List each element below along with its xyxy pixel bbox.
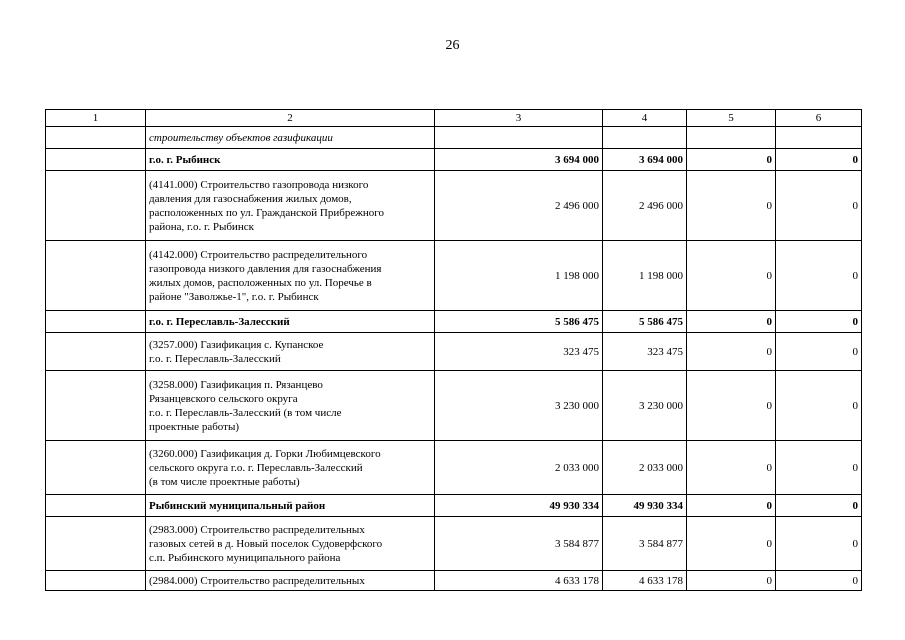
cell-col6: 0 [776,333,862,371]
cell-col6 [776,127,862,149]
cell-col4: 5 586 475 [603,311,687,333]
table-row [46,517,862,571]
cell-col3: 49 930 334 [435,495,603,517]
cell-col3 [435,127,603,149]
cell-col4: 323 475 [603,333,687,371]
cell-col5: 0 [687,441,776,495]
page-number: 26 [445,38,460,53]
cell-col5: 0 [687,571,776,591]
cell-col6: 0 [776,495,862,517]
cell-col4 [603,127,687,149]
cell-col5: 0 [687,149,776,171]
column-header: 4 [603,110,687,127]
cell-name [146,441,435,495]
cell-name [146,371,435,441]
row-name: (3260.000) Газификация д. Горки Любимцевского сельского округа г.о. г. Переславль-Залесский (в том числе проектные работы) [149,447,381,488]
cell-col6: 0 [776,571,862,591]
row-name: г.о. г. Рыбинск [149,153,221,166]
cell-col5: 0 [687,333,776,371]
cell-code [46,127,146,149]
cell-name [146,127,435,149]
cell-col3: 2 033 000 [435,441,603,495]
row-name: Рыбинский муниципальный район [149,499,326,512]
cell-col5 [687,127,776,149]
cell-col4: 1 198 000 [603,241,687,311]
table-row [46,371,862,441]
cell-code [46,441,146,495]
cell-code [46,333,146,371]
cell-name [146,311,435,333]
cell-col6: 0 [776,441,862,495]
cell-name [146,171,435,241]
column-header: 5 [687,110,776,127]
table-row [46,241,862,311]
cell-col5: 0 [687,371,776,441]
cell-col3: 4 633 178 [435,571,603,591]
row-name: г.о. г. Переславль-Залесский [149,315,290,328]
cell-col6: 0 [776,517,862,571]
row-name: (4141.000) Строительство газопровода низкого давления для газоснабжения жилых домов, расположенных по ул. Гражданской Прибрежного района, г.о. г. Рыбинск [149,178,384,233]
cell-col4: 49 930 334 [603,495,687,517]
cell-code [46,171,146,241]
cell-name [146,517,435,571]
cell-name [146,495,435,517]
cell-col3: 323 475 [435,333,603,371]
cell-col5: 0 [687,171,776,241]
cell-col6: 0 [776,371,862,441]
cell-code [46,241,146,311]
cell-name [146,241,435,311]
cell-name [146,149,435,171]
table-row [46,571,862,591]
cell-name [146,571,435,591]
cell-col6: 0 [776,171,862,241]
cell-col3: 5 586 475 [435,311,603,333]
cell-col5: 0 [687,495,776,517]
cell-col5: 0 [687,311,776,333]
row-name: (3257.000) Газификация с. Купанское г.о. г. Переславль-Залесский [149,338,324,365]
cell-col4: 3 584 877 [603,517,687,571]
cell-name [146,333,435,371]
cell-col6: 0 [776,149,862,171]
row-name: (2983.000) Строительство распределительных газовых сетей в д. Новый поселок Судоверфского с.п. Рыбинского муниципального района [149,523,383,564]
cell-code [46,311,146,333]
table-row [46,311,862,333]
cell-col4: 3 230 000 [603,371,687,441]
column-header: 2 [146,110,435,127]
cell-code [46,495,146,517]
cell-col3: 1 198 000 [435,241,603,311]
budget-table [45,109,862,591]
table-row [46,127,862,149]
cell-col3: 2 496 000 [435,171,603,241]
cell-col4: 4 633 178 [603,571,687,591]
row-name: (2984.000) Строительство распределительных [149,574,365,587]
cell-col3: 3 694 000 [435,149,603,171]
cell-col5: 0 [687,517,776,571]
cell-col5: 0 [687,241,776,311]
cell-col6: 0 [776,311,862,333]
table-row [46,149,862,171]
table-row [46,495,862,517]
column-header: 3 [435,110,603,127]
cell-code [46,371,146,441]
cell-code [46,149,146,171]
column-header: 1 [46,110,146,127]
cell-col4: 2 496 000 [603,171,687,241]
table-row [46,333,862,371]
column-header: 6 [776,110,862,127]
cell-col4: 3 694 000 [603,149,687,171]
cell-col3: 3 230 000 [435,371,603,441]
cell-col3: 3 584 877 [435,517,603,571]
row-name: (4142.000) Строительство распределительного газопровода низкого давления для газоснабжения жилых домов, расположенных по ул. Поречье в районе "Заволжье-1", г.о. г. Рыбинск [149,248,382,303]
table-row [46,171,862,241]
cell-code [46,571,146,591]
cell-col4: 2 033 000 [603,441,687,495]
cell-code [46,517,146,571]
table-header-row [46,110,862,127]
row-name: (3258.000) Газификация п. Рязанцево Рязанцевского сельского округа г.о. г. Переславль-Залесский (в том числе проектные работы) [149,378,342,433]
cell-col6: 0 [776,241,862,311]
row-name: строительству объектов газификации [149,131,333,144]
table-row [46,441,862,495]
